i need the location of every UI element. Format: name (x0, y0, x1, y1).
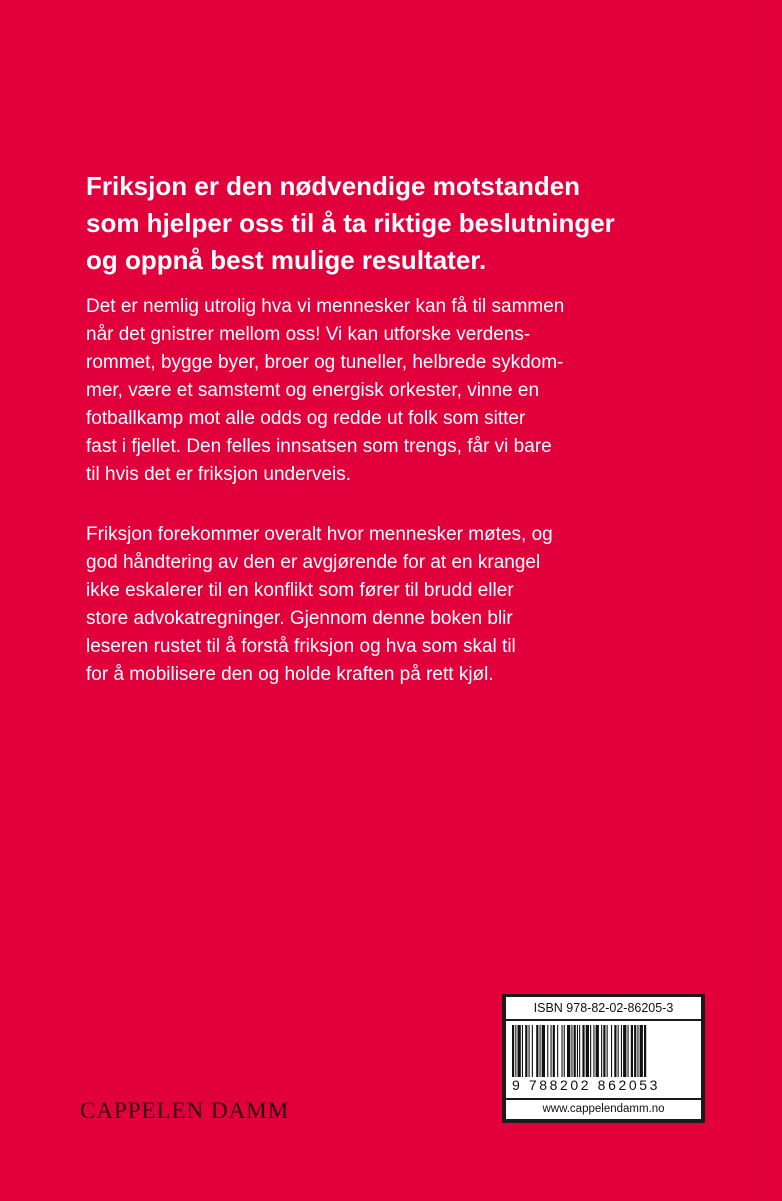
barcode-bar (593, 1025, 594, 1077)
barcode-bar (564, 1025, 565, 1077)
paragraph-line: rommet, bygge byer, broer og tuneller, helbrede sykdom- (86, 352, 564, 373)
barcode-bar (525, 1025, 527, 1077)
headline-line: Friksjon er den nødvendige motstanden (86, 171, 581, 201)
barcode-bar (614, 1025, 616, 1077)
barcode-bar (607, 1025, 608, 1077)
paragraph-line: Det er nemlig utrolig hva vi mennesker kan få til sammen (86, 296, 565, 317)
paragraph-line: leseren rustet til å forstå friksjon og hva som skal til (86, 636, 516, 657)
barcode-bar (571, 1025, 572, 1077)
paragraph-line: fotballkamp mot alle odds og redde ut folk som sitter (86, 408, 526, 429)
paragraph-line: god håndtering av den er avgjørende for at en krangel (86, 552, 541, 573)
barcode-bar (515, 1025, 516, 1077)
barcode-bar (634, 1025, 636, 1077)
barcode-bar (553, 1025, 555, 1077)
barcode-bar (579, 1025, 580, 1077)
barcode-bar (529, 1025, 530, 1077)
barcode-bar (551, 1025, 552, 1077)
barcode-bar (522, 1025, 523, 1077)
barcode-bar (518, 1025, 521, 1077)
barcode-bar (621, 1025, 622, 1077)
paragraph-line: til hvis det er friksjon underveis. (86, 464, 352, 485)
headline-line: som hjelper oss til å ta riktige beslutninger (86, 208, 615, 238)
barcode-bar (532, 1025, 533, 1077)
website-url: www.cappelendamm.no (506, 1100, 701, 1119)
paragraph-line: fast i fjellet. Den felles innsatsen som trengs, får vi bare (86, 436, 552, 457)
paragraph-line: store advokatregninger. Gjennom denne boken blir (86, 608, 513, 629)
trim-line (767, 0, 768, 1201)
barcode-bar (596, 1025, 599, 1077)
barcode-bar (631, 1025, 633, 1077)
body-paragraph-2 (86, 521, 706, 689)
barcode-bar (637, 1025, 638, 1077)
paragraph-line: når det gnistrer mellom oss! Vi kan utforske verdens- (86, 324, 531, 345)
barcode-bar (540, 1025, 541, 1077)
barcode-bar (623, 1025, 626, 1077)
barcode-bar (567, 1025, 570, 1077)
barcode-bar (512, 1025, 514, 1077)
paragraph-line: ikke eskalerer til en konflikt som fører til brudd eller (86, 580, 514, 601)
barcode-bar (618, 1025, 619, 1077)
barcode-bars (512, 1025, 696, 1077)
barcode-digits: 9 788202 862053 (512, 1077, 660, 1093)
barcode-bar (562, 1025, 563, 1077)
barcode-bar (574, 1025, 576, 1077)
barcode-bar (536, 1025, 538, 1077)
barcode-bar (628, 1025, 629, 1077)
paragraph-line: for å mobilisere den og holde kraften på rett kjøl. (86, 664, 494, 685)
barcode-bar (611, 1025, 612, 1077)
barcode-bar (557, 1025, 558, 1077)
body-paragraph-1 (86, 293, 706, 489)
barcode-bar (603, 1025, 605, 1077)
isbn-label: ISBN 978-82-02-86205-3 (506, 997, 701, 1019)
barcode-bar (542, 1025, 545, 1077)
headline-line: og oppnå best mulige resultater. (86, 245, 487, 275)
barcode-bar (582, 1025, 584, 1077)
barcode-bar (590, 1025, 591, 1077)
barcode-box (502, 994, 705, 1123)
barcode-area (506, 1021, 701, 1098)
barcode-bar (586, 1025, 589, 1077)
paragraph-line: Friksjon forekommer overalt hvor mennesker møtes, og (86, 524, 553, 545)
barcode-bar (601, 1025, 602, 1077)
barcode-bar (640, 1025, 643, 1077)
publisher-logo: CAPPELEN DAMM (80, 1098, 290, 1123)
paragraph-line: mer, være et samstemt og energisk orkester, vinne en (86, 380, 540, 401)
barcode-bar (644, 1025, 646, 1077)
barcode-bar (547, 1025, 548, 1077)
barcode-bar (577, 1025, 578, 1077)
headline (86, 168, 706, 279)
